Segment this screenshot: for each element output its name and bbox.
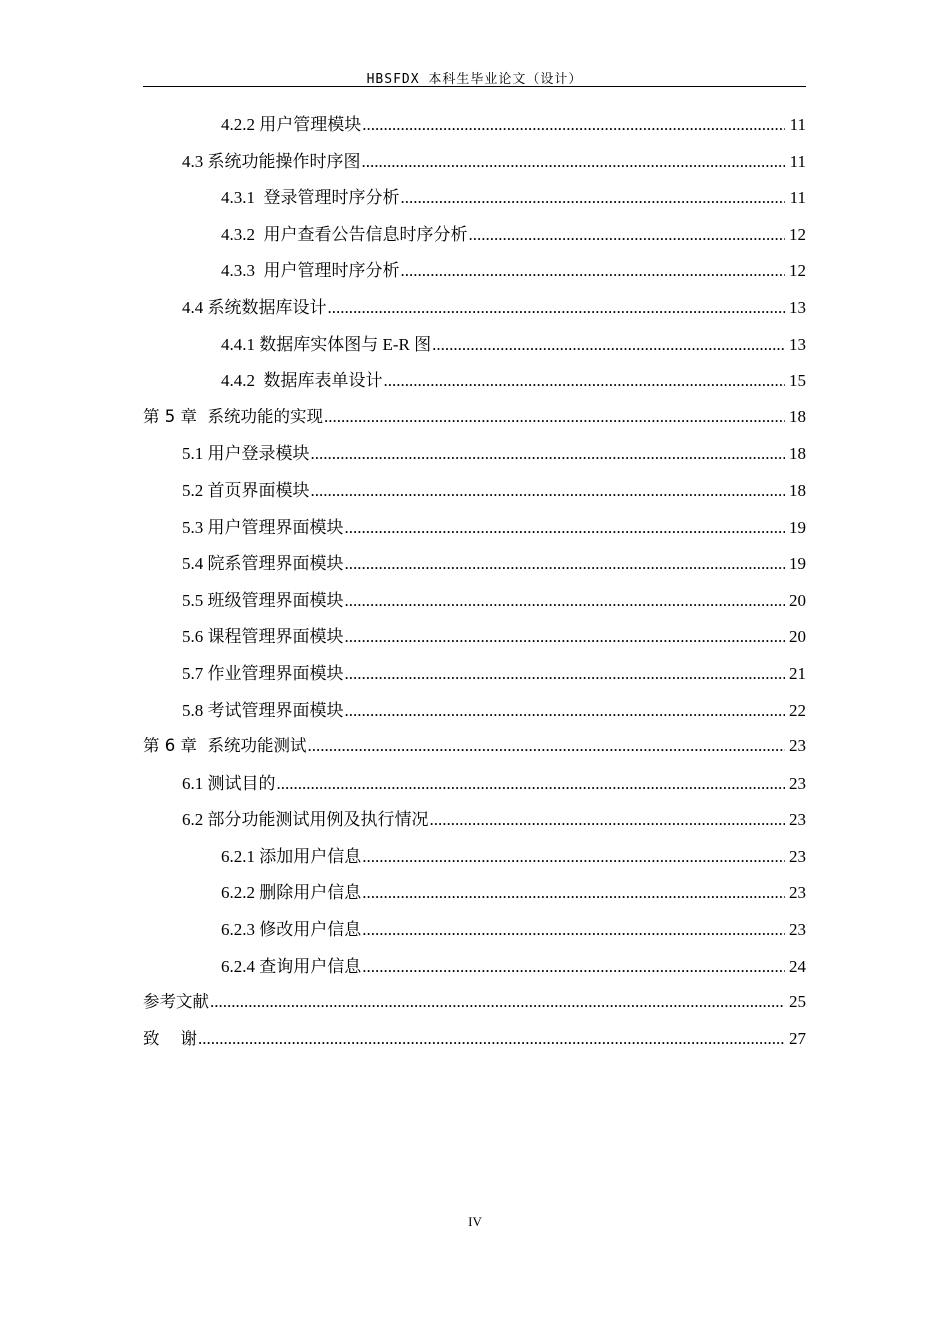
toc-entry-page: 24 [789,956,806,976]
dot-leader [311,444,786,464]
toc-entry-page: 11 [789,151,806,171]
toc-entry-title: 致 谢 [143,1028,197,1048]
toc-entry[interactable] [143,147,806,184]
toc-entry[interactable] [143,586,806,623]
dot-leader [362,152,786,172]
toc-entry-title: 5.8 考试管理界面模块 [182,700,344,720]
toc-entry[interactable] [143,915,806,952]
toc-entry[interactable] [143,842,806,879]
toc-entry[interactable] [143,366,806,403]
toc-entry-page: 23 [789,773,806,793]
toc-entry[interactable] [143,403,806,440]
table-of-contents [143,110,806,1061]
toc-entry[interactable] [143,549,806,586]
toc-entry-title: 4.4 系统数据库设计 [182,297,327,317]
dot-leader [401,261,786,281]
toc-entry[interactable] [143,293,806,330]
toc-entry-title: 6.2 部分功能测试用例及执行情况 [182,810,429,830]
toc-entry-title: 6.2.1 添加用户信息 [221,846,362,866]
dot-leader [362,115,785,135]
toc-entry-page: 23 [789,810,806,830]
toc-entry-page: 25 [789,992,806,1012]
dot-leader [401,188,786,208]
toc-entry-page: 19 [789,554,806,574]
toc-entry[interactable] [143,696,806,733]
dot-leader [345,664,786,684]
toc-entry-title: 6.2.4 查询用户信息 [221,956,362,976]
toc-entry-page: 23 [789,736,806,756]
toc-entry-page: 20 [789,627,806,647]
dot-leader [362,883,785,903]
toc-entry-page: 22 [789,700,806,720]
toc-entry-title: 参考文献 [143,992,209,1012]
toc-entry-title: 5.5 班级管理界面模块 [182,590,344,610]
dot-leader [432,335,785,355]
toc-entry-title: 4.4.2 数据库表单设计 [221,371,383,391]
toc-entry-page: 18 [789,480,806,500]
toc-entry[interactable] [143,513,806,550]
toc-entry-page: 12 [789,261,806,281]
dot-leader [324,407,785,427]
dot-leader [198,1029,785,1049]
toc-entry[interactable] [143,952,806,989]
toc-entry[interactable] [143,659,806,696]
toc-entry[interactable] [143,183,806,220]
toc-entry-title: 5.1 用户登录模块 [182,444,310,464]
dot-leader [345,627,786,647]
toc-entry-title: 4.3.3 用户管理时序分析 [221,261,400,281]
dot-leader [307,736,785,756]
toc-entry-title: 4.3.1 登录管理时序分析 [221,188,400,208]
toc-entry-title: 4.3 系统功能操作时序图 [182,151,361,171]
dot-leader [345,518,786,538]
page-number: IV [468,1214,482,1229]
dot-leader [345,591,786,611]
dot-leader [430,810,786,830]
toc-entry-page: 23 [789,920,806,940]
toc-entry[interactable] [143,256,806,293]
toc-entry-title: 5.2 首页界面模块 [182,480,310,500]
toc-entry-title: 6.2.2 删除用户信息 [221,883,362,903]
header-rule [143,86,806,87]
toc-entry-page: 23 [789,883,806,903]
dot-leader [277,774,786,794]
toc-entry[interactable] [143,330,806,367]
toc-entry-title: 4.3.2 用户查看公告信息时序分析 [221,224,468,244]
toc-entry-page: 12 [789,224,806,244]
toc-entry-page: 20 [789,590,806,610]
toc-entry-title: 4.2.2 用户管理模块 [221,115,362,134]
dot-leader [345,554,786,574]
toc-entry[interactable] [143,805,806,842]
toc-entry[interactable] [143,1025,806,1062]
dot-leader [362,847,785,867]
toc-entry[interactable] [143,732,806,769]
toc-entry-page: 18 [789,406,806,426]
dot-leader [345,701,786,721]
dot-leader [469,225,786,245]
toc-entry[interactable] [143,622,806,659]
running-header: HBSFDX 本科生毕业论文（设计） [366,72,583,87]
toc-entry-page: 19 [789,517,806,537]
toc-entry-page: 11 [789,188,806,208]
dot-leader [328,298,786,318]
toc-entry-title: 4.4.1 数据库实体图与 E-R 图 [221,334,432,354]
dot-leader [311,481,786,501]
dot-leader [210,992,785,1012]
toc-entry[interactable] [143,439,806,476]
toc-entry-page: 23 [789,846,806,866]
toc-entry-title: 5.4 院系管理界面模块 [182,554,344,574]
toc-entry-title: 6.2.3 修改用户信息 [221,920,362,940]
toc-entry-title: 5.3 用户管理界面模块 [182,517,344,537]
toc-entry[interactable] [143,476,806,513]
toc-entry-title: 5.6 课程管理界面模块 [182,627,344,647]
toc-entry-title: 第 6 章 系统功能测试 [143,736,307,756]
dot-leader [384,371,786,391]
toc-entry[interactable] [143,220,806,257]
toc-entry-title: 5.7 作业管理界面模块 [182,663,344,683]
toc-entry-title: 第 5 章 系统功能的实现 [143,406,323,426]
toc-entry[interactable] [143,988,806,1025]
dot-leader [362,957,785,977]
dot-leader [362,920,785,940]
toc-entry-page: 27 [789,1028,806,1048]
toc-entry-page: 13 [789,334,806,354]
toc-entry-page: 13 [789,297,806,317]
toc-entry-page: 21 [789,663,806,683]
toc-entry-title: 6.1 测试目的 [182,773,276,793]
toc-entry-page: 18 [789,444,806,464]
toc-entry-page: 15 [789,371,806,391]
toc-entry[interactable] [143,110,806,147]
toc-entry[interactable] [143,878,806,915]
toc-entry[interactable] [143,769,806,806]
toc-entry-page: 11 [789,115,806,134]
